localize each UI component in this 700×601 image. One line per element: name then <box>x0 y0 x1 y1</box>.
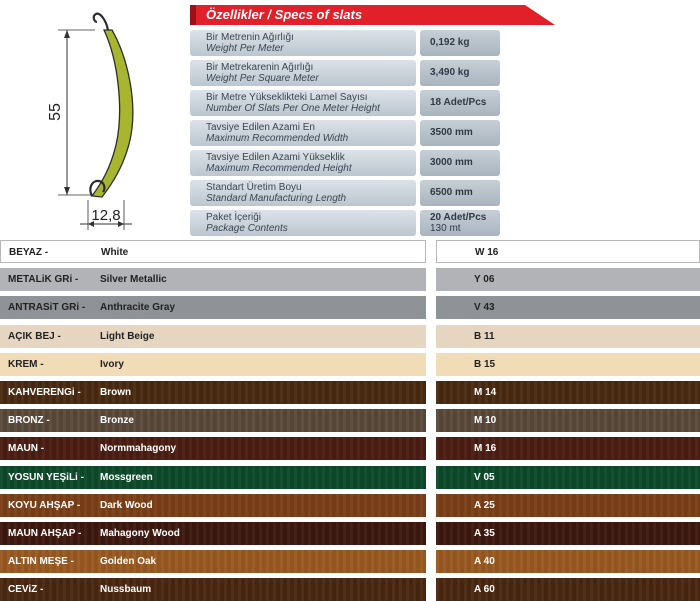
spec-label-tr: Bir Metrenin Ağırlığı <box>206 32 294 43</box>
spec-label-en: Standard Manufacturing Length <box>206 193 347 204</box>
spec-value <box>420 180 500 206</box>
color-code: A 25 <box>474 500 495 511</box>
color-row <box>0 240 700 263</box>
spec-value <box>420 150 500 176</box>
color-row <box>0 381 700 404</box>
color-code-swatch <box>436 494 700 517</box>
spec-label <box>190 60 416 86</box>
spec-value <box>420 30 500 56</box>
spec-value-text: 6500 mm <box>430 187 473 198</box>
color-name-tr: YOSUN YEŞiLi - <box>8 472 84 483</box>
color-name-en: Mossgreen <box>100 472 153 483</box>
color-name-tr: MAUN AHŞAP - <box>8 528 82 539</box>
color-name-tr: KREM - <box>8 359 44 370</box>
spec-label-tr: Bir Metrekarenin Ağırlığı <box>206 62 314 73</box>
color-name-en: Silver Metallic <box>100 274 167 285</box>
color-name-swatch <box>0 240 426 263</box>
spec-value-text: 20 Adet/Pcs <box>430 212 487 223</box>
color-code: A 35 <box>474 528 495 539</box>
spec-row <box>190 30 502 56</box>
color-name-en: Golden Oak <box>100 556 157 567</box>
color-code: B 11 <box>474 331 495 342</box>
color-name-swatch <box>0 325 426 348</box>
color-name-tr: AÇIK BEJ - <box>8 331 61 342</box>
color-name-swatch <box>0 550 426 573</box>
color-name-swatch <box>0 268 426 291</box>
specs-title: Özellikler / Specs of slats <box>206 7 363 22</box>
spec-label <box>190 120 416 146</box>
color-code: M 16 <box>474 443 497 454</box>
spec-label-tr: Standart Üretim Boyu <box>206 182 302 193</box>
spec-label-tr: Tavsiye Edilen Azami En <box>206 122 315 133</box>
spec-label-en: Number Of Slats Per One Meter Height <box>206 103 380 114</box>
color-name-swatch <box>0 578 426 601</box>
spec-row <box>190 210 502 236</box>
color-name-tr: METALiK GRi - <box>8 274 79 285</box>
spec-row <box>190 60 502 86</box>
color-code-swatch <box>436 578 700 601</box>
color-name-tr: ALTIN MEŞE - <box>8 556 74 567</box>
spec-label <box>190 90 416 116</box>
color-name-swatch <box>0 466 426 489</box>
color-name-swatch <box>0 353 426 376</box>
color-code-swatch <box>436 550 700 573</box>
color-code-swatch <box>436 325 700 348</box>
spec-label-en: Maximum Recommended Width <box>206 133 349 144</box>
spec-value-text: 18 Adet/Pcs <box>430 97 487 108</box>
spec-value <box>420 210 500 236</box>
color-name-en: Ivory <box>100 359 124 370</box>
color-code: W 16 <box>475 247 499 258</box>
color-row <box>0 268 700 291</box>
color-name-tr: MAUN - <box>8 443 45 454</box>
color-name-en: Brown <box>100 387 132 398</box>
color-row <box>0 494 700 517</box>
spec-label <box>190 30 416 56</box>
color-name-tr: KAHVERENGi - <box>8 387 81 398</box>
color-code: M 10 <box>474 415 497 426</box>
color-name-swatch <box>0 437 426 460</box>
color-name-tr: BEYAZ - <box>9 247 49 258</box>
color-code-swatch <box>436 296 700 319</box>
color-name-swatch <box>0 381 426 404</box>
specs-header <box>190 5 555 25</box>
color-name-en: Light Beige <box>100 331 155 342</box>
spec-label-tr: Bir Metre Yükseklikteki Lamel Sayısı <box>206 92 368 103</box>
color-code: M 14 <box>474 387 497 398</box>
color-name-en: Normmahagony <box>100 443 177 454</box>
color-name-en: Bronze <box>100 415 134 426</box>
spec-row <box>190 150 502 176</box>
spec-value <box>420 90 500 116</box>
color-name-en: Nussbaum <box>100 584 152 595</box>
color-name-en: Dark Wood <box>100 500 153 511</box>
spec-label-en: Package Contents <box>206 223 288 234</box>
spec-value <box>420 60 500 86</box>
color-row <box>0 325 700 348</box>
color-row <box>0 353 700 376</box>
color-row <box>0 437 700 460</box>
spec-value-text: 0,192 kg <box>430 37 470 48</box>
color-name-en: Anthracite Gray <box>100 302 176 313</box>
color-code: A 60 <box>474 584 495 595</box>
color-name-tr: ANTRASiT GRi - <box>8 302 86 313</box>
slat-top-hook <box>94 14 108 30</box>
spec-value-text: 3500 mm <box>430 127 473 138</box>
color-name-swatch <box>0 522 426 545</box>
color-name-en: Mahagony Wood <box>100 528 180 539</box>
color-row <box>0 296 700 319</box>
color-name-swatch <box>0 409 426 432</box>
color-code: V 05 <box>474 472 495 483</box>
color-name-tr: CEViZ - <box>8 584 44 595</box>
spec-value <box>420 120 500 146</box>
color-row <box>0 409 700 432</box>
color-code-swatch <box>436 409 700 432</box>
color-code-swatch <box>436 240 700 263</box>
color-code: V 43 <box>474 302 495 313</box>
color-code: Y 06 <box>474 274 495 285</box>
width-label: 12,8 <box>91 207 121 224</box>
spec-label <box>190 210 416 236</box>
spec-label <box>190 180 416 206</box>
spec-row <box>190 120 502 146</box>
spec-row <box>190 90 502 116</box>
slat-profile-shape <box>92 30 133 197</box>
color-code-swatch <box>436 437 700 460</box>
spec-label-en: Weight Per Square Meter <box>206 73 319 84</box>
spec-label <box>190 150 416 176</box>
spec-value-text: 3000 mm <box>430 157 473 168</box>
color-name-swatch <box>0 296 426 319</box>
spec-label-tr: Tavsiye Edilen Azami Yükseklik <box>206 152 345 163</box>
spec-label-en: Maximum Recommended Height <box>206 163 352 174</box>
color-name-tr: KOYU AHŞAP - <box>8 500 81 511</box>
spec-row <box>190 180 502 206</box>
color-name-swatch <box>0 494 426 517</box>
color-code-swatch <box>436 353 700 376</box>
color-code-swatch <box>436 522 700 545</box>
color-name-en: White <box>101 247 129 258</box>
slat-profile-diagram <box>0 0 185 235</box>
color-code: B 15 <box>474 359 496 370</box>
spec-value-subtext: 130 mt <box>430 223 461 234</box>
color-row <box>0 550 700 573</box>
color-row <box>0 578 700 601</box>
color-code-swatch <box>436 381 700 404</box>
spec-value-text: 3,490 kg <box>430 67 470 78</box>
color-row <box>0 466 700 489</box>
spec-label-tr: Paket İçeriği <box>206 212 262 223</box>
color-code-swatch <box>436 268 700 291</box>
color-row <box>0 522 700 545</box>
spec-label-en: Weight Per Meter <box>206 43 284 54</box>
height-label: 55 <box>47 103 64 121</box>
color-code: A 40 <box>474 556 495 567</box>
color-name-tr: BRONZ - <box>8 415 50 426</box>
color-code-swatch <box>436 466 700 489</box>
